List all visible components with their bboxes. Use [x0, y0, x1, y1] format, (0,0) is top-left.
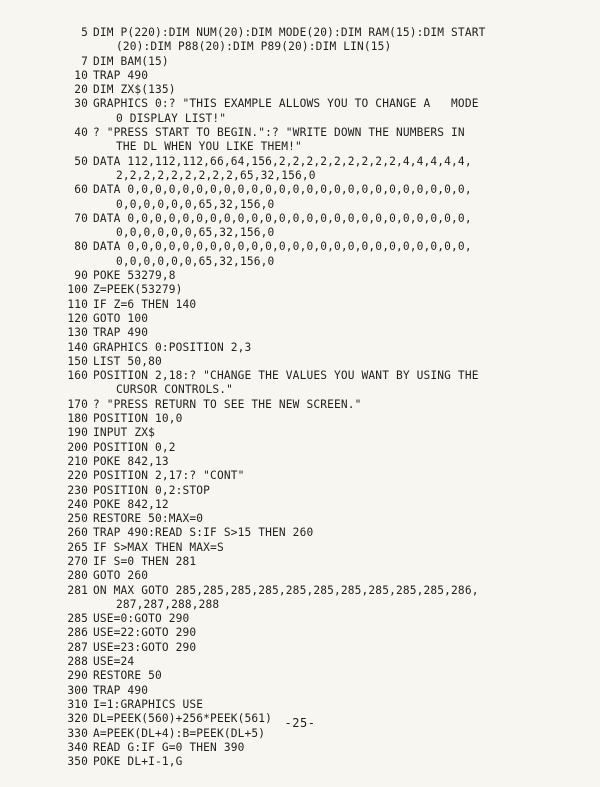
line-code: USE=23:GOTO 290 [93, 640, 197, 654]
line-code: POSITION 10,0 [93, 412, 183, 426]
line-number: 30 [74, 97, 88, 111]
code-line-continuation [0, 255, 600, 269]
code-line [0, 312, 600, 326]
line-code: DL=PEEK(560)+256*PEEK(561) [93, 712, 273, 726]
line-number: 300 [67, 683, 88, 697]
line-code: READ G:IF G=0 THEN 390 [93, 740, 245, 754]
code-line [0, 555, 600, 569]
line-code: 0,0,0,0,0,0,65,32,156,0 [116, 254, 275, 268]
code-line [0, 355, 600, 369]
line-number: 240 [67, 497, 88, 511]
code-line [0, 484, 600, 498]
line-number: 290 [67, 669, 88, 683]
line-code: A=PEEK(DL+4):B=PEEK(DL+5) [93, 726, 266, 740]
line-code: LIST 50,80 [93, 354, 162, 368]
line-number: 286 [67, 626, 88, 640]
line-code: POSITION 2,17:? "CONT" [93, 469, 245, 483]
code-line [0, 126, 600, 140]
line-code: DATA 0,0,0,0,0,0,0,0,0,0,0,0,0,0,0,0,0,0,0,0,0,0,0,0,0, [93, 240, 472, 254]
line-number: 200 [67, 440, 88, 454]
line-code: 0 DISPLAY LIST!" [116, 111, 227, 125]
line-number: 210 [67, 454, 88, 468]
line-number: 120 [67, 311, 88, 325]
line-code: RESTORE 50 [93, 669, 162, 683]
code-line [0, 641, 600, 655]
code-line [0, 155, 600, 169]
line-number: 170 [67, 397, 88, 411]
code-line [0, 398, 600, 412]
line-number: 7 [81, 54, 88, 68]
line-number: 70 [74, 211, 88, 225]
line-number: 320 [67, 712, 88, 726]
line-number: 340 [67, 740, 88, 754]
line-number: 230 [67, 483, 88, 497]
line-number: 20 [74, 83, 88, 97]
line-code: POSITION 2,18:? "CHANGE THE VALUES YOU WANT BY USING THE [93, 369, 479, 383]
line-number: 40 [74, 126, 88, 140]
line-number: 50 [74, 154, 88, 168]
line-code: ON MAX GOTO 285,285,285,285,285,285,285,285,285,285,286, [93, 583, 479, 597]
line-number: 265 [67, 540, 88, 554]
code-line [0, 426, 600, 440]
line-code: ? "PRESS START TO BEGIN.":? "WRITE DOWN THE NUMBERS IN [93, 126, 465, 140]
code-line [0, 283, 600, 297]
code-line-continuation [0, 598, 600, 612]
line-number: 270 [67, 554, 88, 568]
line-number: 260 [67, 526, 88, 540]
line-code: 2,2,2,2,2,2,2,2,2,65,32,156,0 [116, 168, 316, 182]
code-line [0, 741, 600, 755]
code-line [0, 469, 600, 483]
line-code: POKE 53279,8 [93, 269, 176, 283]
line-code: IF S>MAX THEN MAX=S [93, 540, 224, 554]
line-number: 100 [67, 283, 88, 297]
line-number: 90 [74, 269, 88, 283]
line-number: 190 [67, 426, 88, 440]
code-line [0, 698, 600, 712]
basic-program-listing [0, 26, 600, 769]
line-code: DIM P(220):DIM NUM(20):DIM MODE(20):DIM RAM(15):DIM START [93, 26, 486, 39]
line-code: CURSOR CONTROLS." [116, 383, 234, 397]
code-line [0, 83, 600, 97]
line-code: 0,0,0,0,0,0,65,32,156,0 [116, 226, 275, 240]
line-number: 330 [67, 726, 88, 740]
code-line [0, 512, 600, 526]
line-number: 5 [81, 26, 88, 39]
line-code: I=1:GRAPHICS USE [93, 697, 204, 711]
line-code: DIM BAM(15) [93, 54, 169, 68]
line-code: GRAPHICS 0:? "THIS EXAMPLE ALLOWS YOU TO CHANGE A MODE [93, 97, 479, 111]
line-number: 250 [67, 512, 88, 526]
line-number: 130 [67, 326, 88, 340]
line-number: 150 [67, 354, 88, 368]
line-number: 10 [74, 68, 88, 82]
code-line [0, 326, 600, 340]
line-code: DATA 0,0,0,0,0,0,0,0,0,0,0,0,0,0,0,0,0,0,0,0,0,0,0,0,0, [93, 211, 472, 225]
line-code: IF Z=6 THEN 140 [93, 297, 197, 311]
code-line [0, 584, 600, 598]
code-line [0, 526, 600, 540]
line-code: Z=PEEK(53279) [93, 283, 183, 297]
line-number: 220 [67, 469, 88, 483]
line-number: 80 [74, 240, 88, 254]
line-code: DATA 112,112,112,66,64,156,2,2,2,2,2,2,2,2,2,4,4,4,4,4, [93, 154, 472, 168]
line-number: 60 [74, 183, 88, 197]
line-code: IF S=0 THEN 281 [93, 554, 197, 568]
line-number: 110 [67, 297, 88, 311]
code-line [0, 569, 600, 583]
line-code: RESTORE 50:MAX=0 [93, 512, 204, 526]
line-code: DIM ZX$(135) [93, 83, 176, 97]
line-code: GOTO 100 [93, 311, 149, 325]
line-code: POSITION 0,2 [93, 440, 176, 454]
code-line-continuation [0, 40, 600, 54]
code-line [0, 612, 600, 626]
line-code: THE DL WHEN YOU LIKE THEM!" [116, 140, 302, 154]
line-code: TRAP 490 [93, 326, 149, 340]
line-number: 180 [67, 412, 88, 426]
code-line [0, 541, 600, 555]
line-code: INPUT ZX$ [93, 426, 155, 440]
code-line-continuation [0, 140, 600, 154]
code-line [0, 455, 600, 469]
code-line [0, 269, 600, 283]
code-line-continuation [0, 112, 600, 126]
line-number: 350 [67, 755, 88, 769]
line-code: (20):DIM P88(20):DIM P89(20):DIM LIN(15) [116, 40, 392, 54]
code-line [0, 669, 600, 683]
line-code: POKE 842,12 [93, 497, 169, 511]
line-code: USE=24 [93, 655, 135, 669]
line-number: 310 [67, 697, 88, 711]
line-code: 0,0,0,0,0,0,65,32,156,0 [116, 197, 275, 211]
line-code: DATA 0,0,0,0,0,0,0,0,0,0,0,0,0,0,0,0,0,0,0,0,0,0,0,0,0, [93, 183, 472, 197]
line-number: 285 [67, 612, 88, 626]
code-line [0, 441, 600, 455]
code-line [0, 183, 600, 197]
line-code: GRAPHICS 0:POSITION 2,3 [93, 340, 252, 354]
page-number: -25- [284, 716, 316, 730]
line-number: 288 [67, 655, 88, 669]
line-code: POKE DL+I-1,G [93, 755, 183, 769]
code-line [0, 341, 600, 355]
code-line [0, 755, 600, 769]
code-line [0, 412, 600, 426]
line-code: 287,287,288,288 [116, 597, 220, 611]
code-line [0, 369, 600, 383]
code-line [0, 498, 600, 512]
line-code: TRAP 490:READ S:IF S>15 THEN 260 [93, 526, 314, 540]
code-line [0, 97, 600, 111]
line-number: 140 [67, 340, 88, 354]
line-code: ? "PRESS RETURN TO SEE THE NEW SCREEN." [93, 397, 362, 411]
code-line [0, 298, 600, 312]
line-code: TRAP 490 [93, 683, 149, 697]
line-code: GOTO 260 [93, 569, 149, 583]
code-line [0, 684, 600, 698]
code-line [0, 26, 600, 40]
line-code: USE=22:GOTO 290 [93, 626, 197, 640]
line-code: POKE 842,13 [93, 454, 169, 468]
line-code: POSITION 0,2:STOP [93, 483, 211, 497]
code-line [0, 55, 600, 69]
line-code: TRAP 490 [93, 68, 149, 82]
line-code: USE=0:GOTO 290 [93, 612, 190, 626]
code-line-continuation [0, 169, 600, 183]
code-line-continuation [0, 198, 600, 212]
line-number: 281 [67, 583, 88, 597]
code-line [0, 212, 600, 226]
line-number: 160 [67, 369, 88, 383]
code-line [0, 655, 600, 669]
line-number: 287 [67, 640, 88, 654]
code-line [0, 69, 600, 83]
code-line-continuation [0, 383, 600, 397]
code-line-continuation [0, 226, 600, 240]
line-number: 280 [67, 569, 88, 583]
code-line [0, 626, 600, 640]
code-line [0, 240, 600, 254]
